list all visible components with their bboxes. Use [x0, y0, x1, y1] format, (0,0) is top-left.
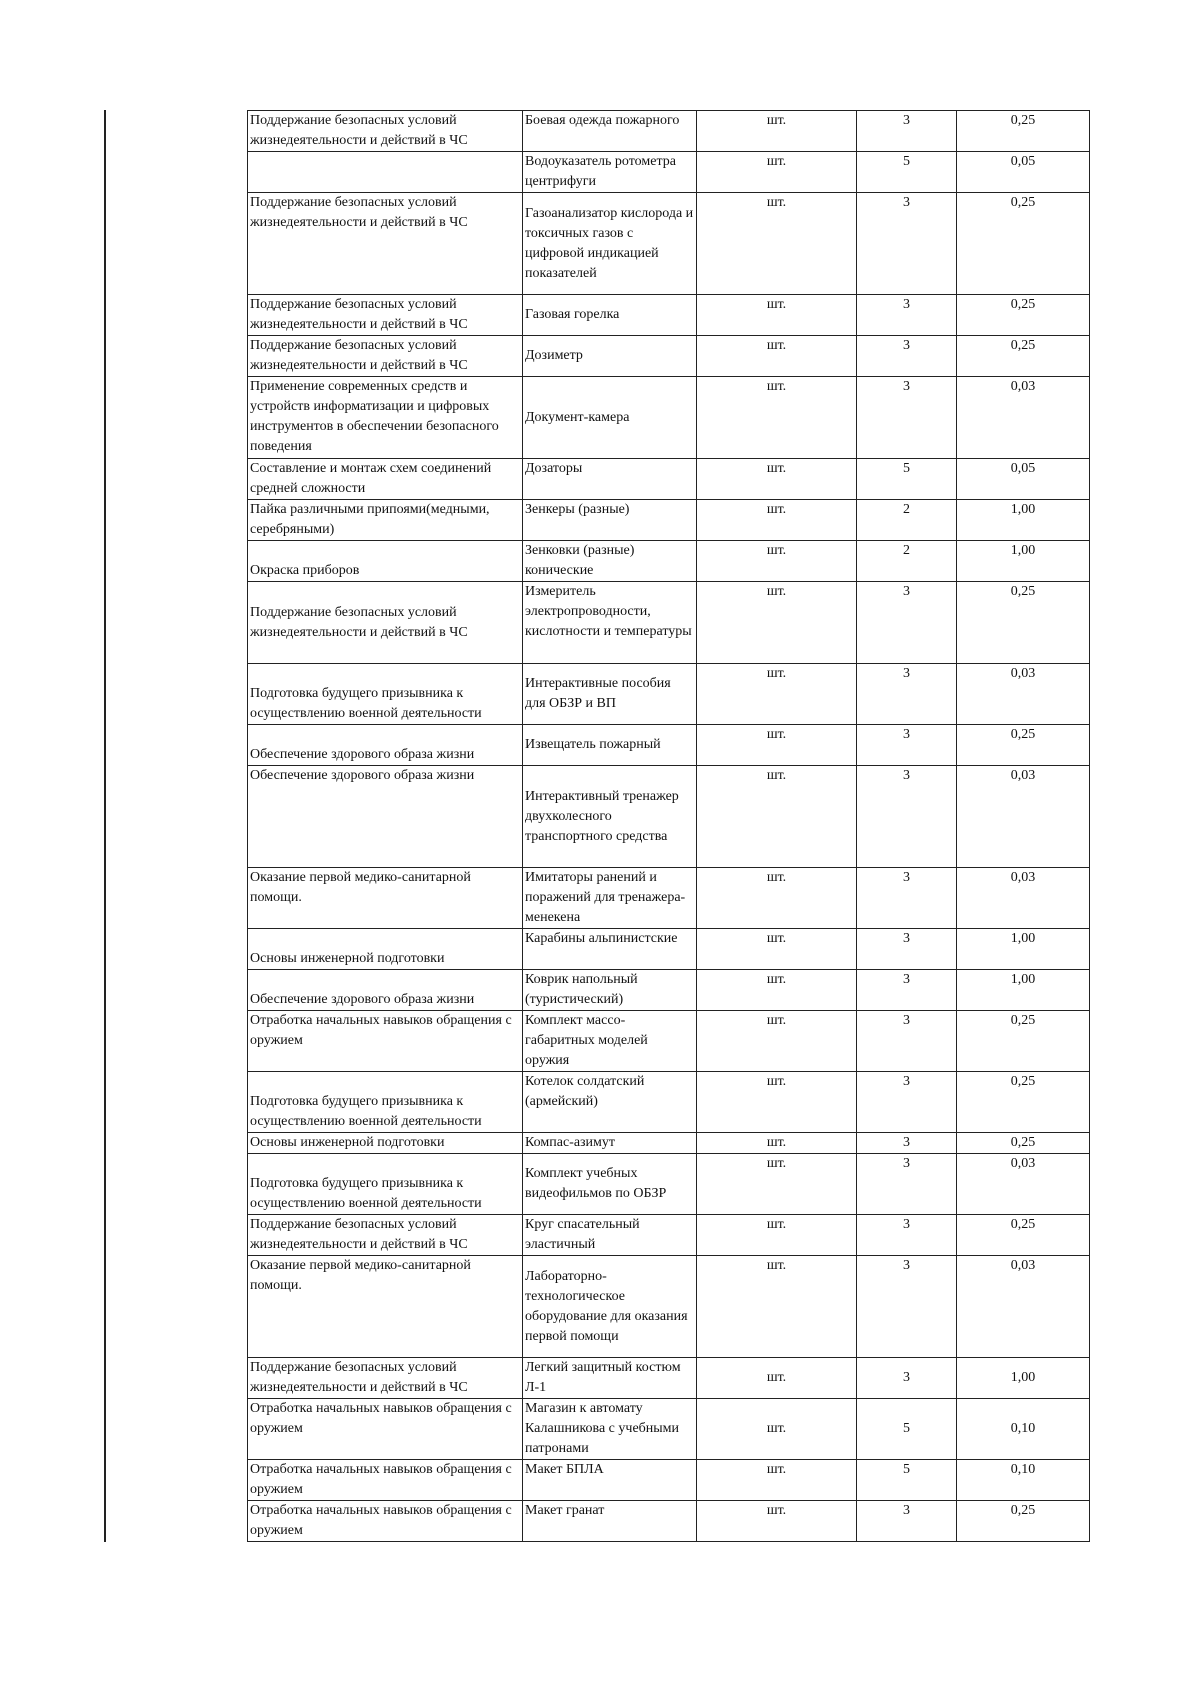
- unit-cell: шт.: [697, 725, 857, 766]
- item-name-cell: Интерактивные пособия для ОБЗР и ВП: [523, 664, 697, 725]
- unit-cell: шт.: [697, 377, 857, 459]
- subject-cell: Отработка начальных навыков обращения с оружием: [248, 1460, 523, 1501]
- item-name-cell: Газоанализатор кислорода и токсичных газов с цифровой индикацией показателей: [523, 193, 697, 295]
- quantity-cell: 3: [857, 193, 957, 295]
- item-name-cell: Магазин к автомату Калашникова с учебными патронами: [523, 1399, 697, 1460]
- quantity-cell: 3: [857, 1011, 957, 1072]
- item-name-cell: Компас-азимут: [523, 1133, 697, 1154]
- item-name-cell: Лабораторно-технологическое оборудование для оказания первой помощи: [523, 1256, 697, 1358]
- item-name-cell: Газовая горелка: [523, 295, 697, 336]
- table-row: [248, 1358, 1090, 1399]
- coefficient-cell: 0,25: [957, 1072, 1090, 1133]
- table-row: [248, 1460, 1090, 1501]
- unit-cell: шт.: [697, 500, 857, 541]
- item-name-cell: Комплект массо-габаритных моделей оружия: [523, 1011, 697, 1072]
- unit-cell: шт.: [697, 1072, 857, 1133]
- quantity-cell: 3: [857, 295, 957, 336]
- coefficient-cell: 0,25: [957, 336, 1090, 377]
- coefficient-cell: 0,03: [957, 868, 1090, 929]
- quantity-cell: 5: [857, 459, 957, 500]
- coefficient-cell: 0,03: [957, 1154, 1090, 1215]
- unit-cell: шт.: [697, 1215, 857, 1256]
- subject-cell: Пайка различными припоями(медными, серебряными): [248, 500, 523, 541]
- table-row: [248, 336, 1090, 377]
- unit-cell: шт.: [697, 152, 857, 193]
- quantity-cell: 2: [857, 541, 957, 582]
- quantity-cell: 3: [857, 377, 957, 459]
- coefficient-cell: 1,00: [957, 970, 1090, 1011]
- item-name-cell: Макет БПЛА: [523, 1460, 697, 1501]
- item-name-cell: Карабины альпинистские: [523, 929, 697, 970]
- table-row: [248, 929, 1090, 970]
- quantity-cell: 2: [857, 500, 957, 541]
- unit-cell: шт.: [697, 336, 857, 377]
- subject-cell: Поддержание безопасных условий жизнедеятельности и действий в ЧС: [248, 1358, 523, 1399]
- quantity-cell: 3: [857, 1501, 957, 1542]
- unit-cell: шт.: [697, 1256, 857, 1358]
- unit-cell: шт.: [697, 929, 857, 970]
- table-row: [248, 1501, 1090, 1542]
- quantity-cell: 5: [857, 1399, 957, 1460]
- item-name-cell: Водоуказатель ротометра центрифуги: [523, 152, 697, 193]
- coefficient-cell: 0,25: [957, 111, 1090, 152]
- coefficient-cell: 1,00: [957, 541, 1090, 582]
- coefficient-cell: 0,25: [957, 193, 1090, 295]
- unit-cell: шт.: [697, 664, 857, 725]
- quantity-cell: 3: [857, 929, 957, 970]
- coefficient-cell: 0,25: [957, 1011, 1090, 1072]
- table-row: [248, 970, 1090, 1011]
- coefficient-cell: 0,05: [957, 152, 1090, 193]
- subject-cell: Окраска приборов: [248, 541, 523, 582]
- table-row: [248, 500, 1090, 541]
- subject-cell: Отработка начальных навыков обращения с оружием: [248, 1399, 523, 1460]
- subject-cell: Поддержание безопасных условий жизнедеятельности и действий в ЧС: [248, 1215, 523, 1256]
- item-name-cell: Имитаторы ранений и поражений для тренажера-менекена: [523, 868, 697, 929]
- subject-cell: Поддержание безопасных условий жизнедеятельности и действий в ЧС: [248, 582, 523, 664]
- left-margin-line: [104, 110, 106, 1542]
- item-name-cell: Извещатель пожарный: [523, 725, 697, 766]
- quantity-cell: 3: [857, 868, 957, 929]
- table-row: [248, 295, 1090, 336]
- subject-cell: Обеспечение здорового образа жизни: [248, 970, 523, 1011]
- table-row: [248, 582, 1090, 664]
- table-row: [248, 111, 1090, 152]
- subject-cell: Подготовка будущего призывника к осуществлению военной деятельности: [248, 1154, 523, 1215]
- unit-cell: шт.: [697, 1154, 857, 1215]
- coefficient-cell: 0,10: [957, 1460, 1090, 1501]
- subject-cell: Обеспечение здорового образа жизни: [248, 725, 523, 766]
- item-name-cell: Документ-камера: [523, 377, 697, 459]
- quantity-cell: 3: [857, 1133, 957, 1154]
- subject-cell: Обеспечение здорового образа жизни: [248, 766, 523, 868]
- quantity-cell: 3: [857, 970, 957, 1011]
- item-name-cell: Боевая одежда пожарного: [523, 111, 697, 152]
- coefficient-cell: 1,00: [957, 929, 1090, 970]
- item-name-cell: Комплект учебных видеофильмов по ОБЗР: [523, 1154, 697, 1215]
- unit-cell: шт.: [697, 1011, 857, 1072]
- coefficient-cell: 0,03: [957, 664, 1090, 725]
- subject-cell: Поддержание безопасных условий жизнедеятельности и действий в ЧС: [248, 193, 523, 295]
- quantity-cell: 3: [857, 1215, 957, 1256]
- table-row: [248, 766, 1090, 868]
- quantity-cell: 3: [857, 664, 957, 725]
- item-name-cell: Котелок солдатский (армейский): [523, 1072, 697, 1133]
- subject-cell: Отработка начальных навыков обращения с оружием: [248, 1011, 523, 1072]
- item-name-cell: Измеритель электропроводности, кислотности и температуры: [523, 582, 697, 664]
- item-name-cell: Коврик напольный (туристический): [523, 970, 697, 1011]
- quantity-cell: 3: [857, 336, 957, 377]
- unit-cell: шт.: [697, 868, 857, 929]
- table-row: [248, 1133, 1090, 1154]
- subject-cell: Подготовка будущего призывника к осуществлению военной деятельности: [248, 1072, 523, 1133]
- coefficient-cell: 1,00: [957, 1358, 1090, 1399]
- subject-cell: Оказание первой медико-санитарной помощи.: [248, 1256, 523, 1358]
- table-row: [248, 1072, 1090, 1133]
- table-row: [248, 1154, 1090, 1215]
- quantity-cell: 3: [857, 1072, 957, 1133]
- coefficient-cell: 0,25: [957, 1215, 1090, 1256]
- item-name-cell: Макет гранат: [523, 1501, 697, 1542]
- item-name-cell: Зенкеры (разные): [523, 500, 697, 541]
- quantity-cell: 5: [857, 1460, 957, 1501]
- item-name-cell: Круг спасательный эластичный: [523, 1215, 697, 1256]
- subject-cell: Оказание первой медико-санитарной помощи.: [248, 868, 523, 929]
- table-row: [248, 193, 1090, 295]
- coefficient-cell: 0,03: [957, 377, 1090, 459]
- subject-cell: [248, 152, 523, 193]
- coefficient-cell: 0,05: [957, 459, 1090, 500]
- item-name-cell: Дозаторы: [523, 459, 697, 500]
- table-row: [248, 541, 1090, 582]
- item-name-cell: Зенковки (разные) конические: [523, 541, 697, 582]
- coefficient-cell: 0,25: [957, 1501, 1090, 1542]
- unit-cell: шт.: [697, 459, 857, 500]
- coefficient-cell: 0,25: [957, 1133, 1090, 1154]
- item-name-cell: Дозиметр: [523, 336, 697, 377]
- equipment-table: [247, 110, 1090, 1542]
- item-name-cell: Легкий защитный костюм Л-1: [523, 1358, 697, 1399]
- table-row: [248, 868, 1090, 929]
- unit-cell: шт.: [697, 1358, 857, 1399]
- quantity-cell: 3: [857, 766, 957, 868]
- subject-cell: Составление и монтаж схем соединений средней сложности: [248, 459, 523, 500]
- unit-cell: шт.: [697, 1460, 857, 1501]
- unit-cell: шт.: [697, 295, 857, 336]
- unit-cell: шт.: [697, 1501, 857, 1542]
- table-row: [248, 1011, 1090, 1072]
- coefficient-cell: 0,25: [957, 725, 1090, 766]
- unit-cell: шт.: [697, 193, 857, 295]
- quantity-cell: 5: [857, 152, 957, 193]
- coefficient-cell: 0,03: [957, 1256, 1090, 1358]
- item-name-cell: Интерактивный тренажер двухколесного транспортного средства: [523, 766, 697, 868]
- table-body: [248, 111, 1090, 1542]
- table-row: [248, 152, 1090, 193]
- table-row: [248, 377, 1090, 459]
- unit-cell: шт.: [697, 1133, 857, 1154]
- quantity-cell: 3: [857, 582, 957, 664]
- quantity-cell: 3: [857, 1358, 957, 1399]
- table-row: [248, 1399, 1090, 1460]
- table-row: [248, 1256, 1090, 1358]
- unit-cell: шт.: [697, 1399, 857, 1460]
- subject-cell: Основы инженерной подготовки: [248, 1133, 523, 1154]
- subject-cell: Применение современных средств и устройств информатизации и цифровых инструментов в обеспечении безопасного поведения: [248, 377, 523, 459]
- unit-cell: шт.: [697, 541, 857, 582]
- unit-cell: шт.: [697, 111, 857, 152]
- table-row: [248, 459, 1090, 500]
- unit-cell: шт.: [697, 970, 857, 1011]
- subject-cell: Основы инженерной подготовки: [248, 929, 523, 970]
- quantity-cell: 3: [857, 111, 957, 152]
- coefficient-cell: 1,00: [957, 500, 1090, 541]
- unit-cell: шт.: [697, 766, 857, 868]
- table-row: [248, 664, 1090, 725]
- quantity-cell: 3: [857, 1256, 957, 1358]
- subject-cell: Поддержание безопасных условий жизнедеятельности и действий в ЧС: [248, 111, 523, 152]
- coefficient-cell: 0,03: [957, 766, 1090, 868]
- subject-cell: Подготовка будущего призывника к осуществлению военной деятельности: [248, 664, 523, 725]
- coefficient-cell: 0,10: [957, 1399, 1090, 1460]
- unit-cell: шт.: [697, 582, 857, 664]
- coefficient-cell: 0,25: [957, 582, 1090, 664]
- subject-cell: Поддержание безопасных условий жизнедеятельности и действий в ЧС: [248, 336, 523, 377]
- table-row: [248, 725, 1090, 766]
- table-row: [248, 1215, 1090, 1256]
- quantity-cell: 3: [857, 1154, 957, 1215]
- subject-cell: Отработка начальных навыков обращения с оружием: [248, 1501, 523, 1542]
- subject-cell: Поддержание безопасных условий жизнедеятельности и действий в ЧС: [248, 295, 523, 336]
- coefficient-cell: 0,25: [957, 295, 1090, 336]
- quantity-cell: 3: [857, 725, 957, 766]
